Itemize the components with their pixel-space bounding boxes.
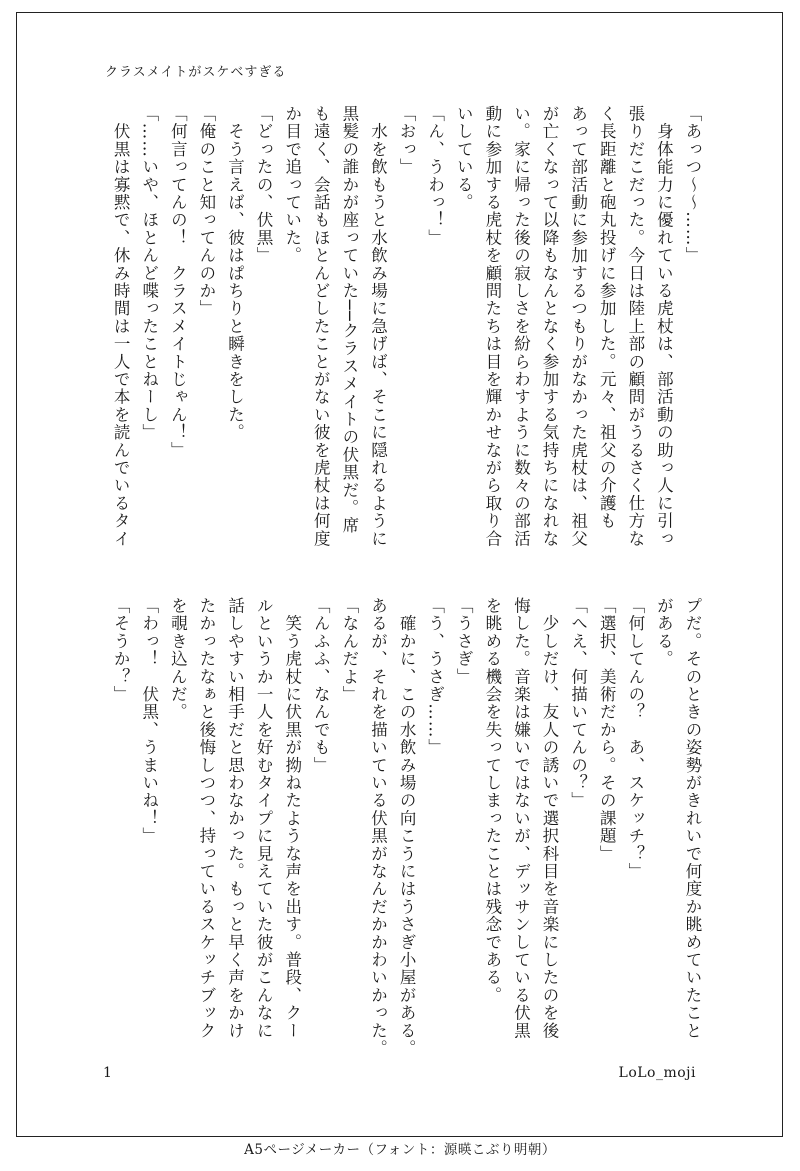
text-column: 張りだこだった。今日は陸上部の顧問がうるさく仕方な — [625, 105, 645, 548]
a5-page — [16, 12, 783, 1137]
text-column: 「ん、うわっ！」 — [425, 105, 445, 247]
text-column: 「おっ」 — [397, 105, 417, 176]
page-number: 1 — [103, 1065, 112, 1081]
text-column: いしている。 — [454, 105, 474, 212]
footer-caption: A5ページメーカー（フォント：源暎こぶり明朝） — [244, 1142, 556, 1158]
text-column: 「どったの、伏黒」 — [254, 105, 274, 265]
vertical-text-block-top — [103, 105, 706, 573]
text-column: プだ。そのときの姿勢がきれいで何度か眺めていたこと — [683, 597, 702, 1040]
text-column: 動に参加する虎杖を顧問たちは目を輝かせながら取り合 — [482, 105, 502, 548]
text-column: 「俺のこと知ってんのか」 — [196, 105, 216, 318]
text-column: が亡くなって以降もなんとなく参加する気持ちになれな — [540, 105, 560, 548]
text-column: あるが、それを描いている伏黒がなんだかかわいかった。 — [368, 597, 388, 1058]
text-column: か目で追っていた。 — [282, 105, 302, 265]
text-column: 「何してんの？ あ、スケッチ？」 — [625, 597, 645, 881]
text-column: も遠く、会話もほとんどしたことがない彼を虎杖は何度 — [311, 105, 331, 548]
text-column: 「う、うさぎ……」 — [425, 597, 445, 757]
text-column: 「……いや、ほとんど喋ったことねーし」 — [139, 105, 159, 442]
text-column: を覗き込んだ。 — [168, 597, 188, 721]
text-column: 黒髪の誰かが座っていた──クラスメイトの伏黒だ。席 — [339, 105, 359, 535]
text-column: たかったなぁと後悔しつつ、持っているスケッチブック — [196, 597, 216, 1040]
text-column: を眺める機会を失ってしまったことは残念である。 — [482, 597, 502, 1005]
text-column: 「選択、美術だから。その課題」 — [597, 597, 617, 863]
text-column: 伏黒は寡黙で、休み時間は一人で本を読んでいるタイ — [111, 105, 131, 548]
text-column: 悔した。音楽は嫌いではないが、デッサンしている伏黒 — [511, 597, 531, 1040]
text-column: 「わっ！ 伏黒、うまいね！」 — [139, 597, 159, 845]
text-column: がある。 — [654, 597, 674, 668]
running-header: クラスメイトがスケベすぎる — [105, 65, 287, 80]
text-column: 「へえ、何描いてんの？」 — [568, 597, 588, 810]
vertical-text-block-bottom — [103, 597, 706, 1067]
text-column: 「あっつ〜〜……」 — [683, 105, 702, 265]
author-credit: LoLo_moji — [618, 1065, 696, 1081]
text-column: い。家に帰った後の寂しさを紛らわすように数々の部活 — [511, 105, 531, 548]
text-column: ルというか一人を好むタイプに見えていた彼がこんなに — [254, 597, 274, 1040]
text-column: 「んふふ、なんでも」 — [311, 597, 331, 774]
text-column: 「なんだよ」 — [339, 597, 359, 704]
text-column: 身体能力に優れている虎杖は、部活動の助っ人に引っ — [654, 105, 674, 548]
text-column: 「そうか？」 — [111, 597, 131, 704]
text-column: 話しやすい相手だと思わなかった。もっと早く声をかけ — [225, 597, 245, 1040]
text-column: 笑う虎杖に伏黒が拗ねたような声を出す。普段、クー — [282, 597, 302, 1040]
text-column: く長距離と砲丸投げに参加した。元々、祖父の介護も — [597, 105, 617, 530]
text-column: そう言えば、彼はぱちりと瞬きをした。 — [225, 105, 245, 442]
text-column: 水を飲もうと水飲み場に急げば、そこに隠れるように — [368, 105, 388, 548]
text-column: 「何言ってんの！ クラスメイトじゃん！」 — [168, 105, 188, 459]
text-column: 少しだけ、友人の誘いで選択科目を音楽にしたのを後 — [540, 597, 560, 1040]
text-column: 「うさぎ」 — [454, 597, 474, 686]
text-column: あって部活動に参加するつもりがなかった虎杖は、祖父 — [568, 105, 588, 548]
text-column: 確かに、この水飲み場の向こうにはうさぎ小屋がある。 — [397, 597, 417, 1058]
